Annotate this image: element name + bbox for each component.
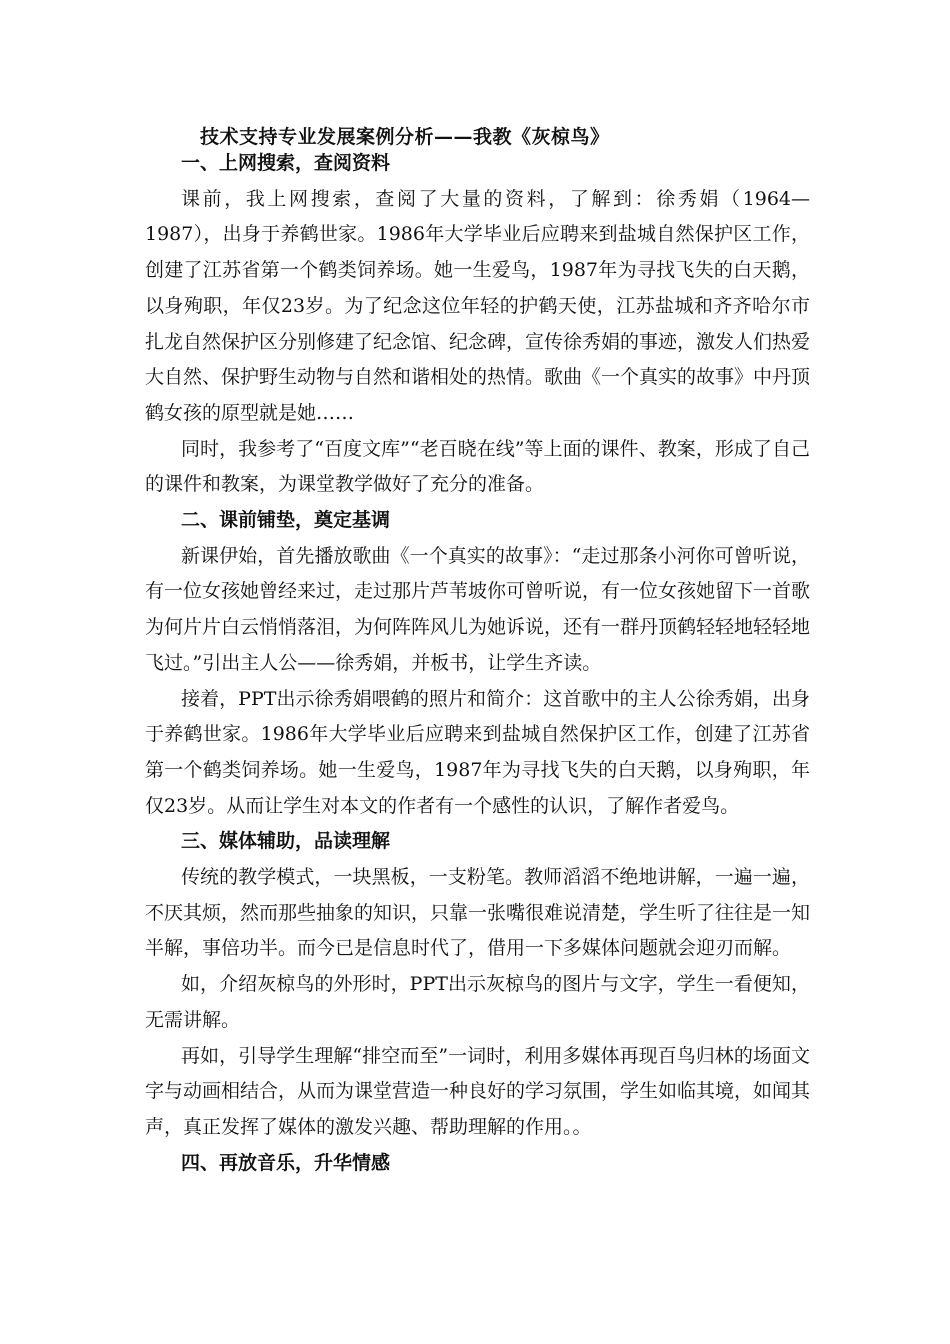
section-heading-3: 三、媒体辅助，品读理解	[181, 830, 391, 853]
section-heading-1: 一、上网搜索，查阅资料	[181, 152, 391, 174]
paragraph-1-2: 同时，我参考了“百度文库”“老百晓在线”等上面的课件、教案，形成了自己的课件和教案，为课堂教学做好了充分的准备。	[145, 437, 810, 496]
paragraph-1-1: 课前，我上网搜索，查阅了大量的资料，了解到：徐秀娟（1964—1987），出身于养鹤世家。1986年大学毕业后应聘来到盐城自然保护区工作，创建了江苏省第一个鹤类饲养场。她一生爱鸟，1987年为寻找飞失的白天鹅，以身殉职，年仅23岁。为了纪念这位年轻的护鹤天使，江苏盐城和齐齐哈尔市扎龙自然保护区分别修建了纪念馆、纪念碑，宣传徐秀娟的事迹，激发人们热爱大自然、保护野生动物与自然和谐相处的热情。歌曲《一个真实的故事》中丹顶鹤女孩的原型就是她……	[145, 187, 811, 424]
paragraph-3-1: 传统的教学模式，一块黑板，一支粉笔。教师滔滔不绝地讲解，一遍一遍，不厌其烦，然而那些抽象的知识，只靠一张嘴很难说清楚，学生听了往往是一知半解，事倍功半。而今已是信息时代了，借用一下多媒体问题就会迎刃而解。	[145, 866, 811, 960]
paragraph-2-2: 接着，PPT出示徐秀娟喂鹤的照片和简介：这首歌中的主人公徐秀娟，出身于养鹤世家。1986年大学毕业后应聘来到盐城自然保护区工作，创建了江苏省第一个鹤类饲养场。她一生爱鸟，1987年为寻找飞失的白天鹅，以身殉职，年仅23岁。从而让学生对本文的作者有一个感性的认识，了解作者爱鸟。	[145, 687, 810, 817]
paragraph-2-1: 新课伊始，首先播放歌曲《一个真实的故事》：“走过那条小河你可曾听说，有一位女孩她曾经来过，走过那片芦苇坡你可曾听说，有一位女孩她留下一首歌为何片片白云悄悄落泪，为何阵阵风儿为她诉说，还有一群丹顶鹤轻轻地轻轻地飞过。”引出主人公——徐秀娟，并板书，让学生齐读。	[145, 544, 811, 674]
section-heading-2: 二、课前铺垫，奠定基调	[181, 509, 391, 532]
section-heading-4: 四、再放音乐，升华情感	[181, 1151, 391, 1174]
document-body	[145, 146, 810, 1181]
paragraph-3-3: 再如，引导学生理解“排空而至”一词时，利用多媒体再现百鸟归林的场面文字与动画相结合，从而为课堂营造一种良好的学习氛围，学生如临其境，如闻其声，真正发挥了媒体的激发兴趣、帮助理解的作用。。	[145, 1044, 811, 1138]
paragraph-3-2: 如，介绍灰椋鸟的外形时，PPT出示灰椋鸟的图片与文字，学生一看便知，无需讲解。	[145, 973, 810, 1031]
document-title: 技术支持专业发展案例分析——我教《灰椋鸟》	[200, 126, 610, 148]
